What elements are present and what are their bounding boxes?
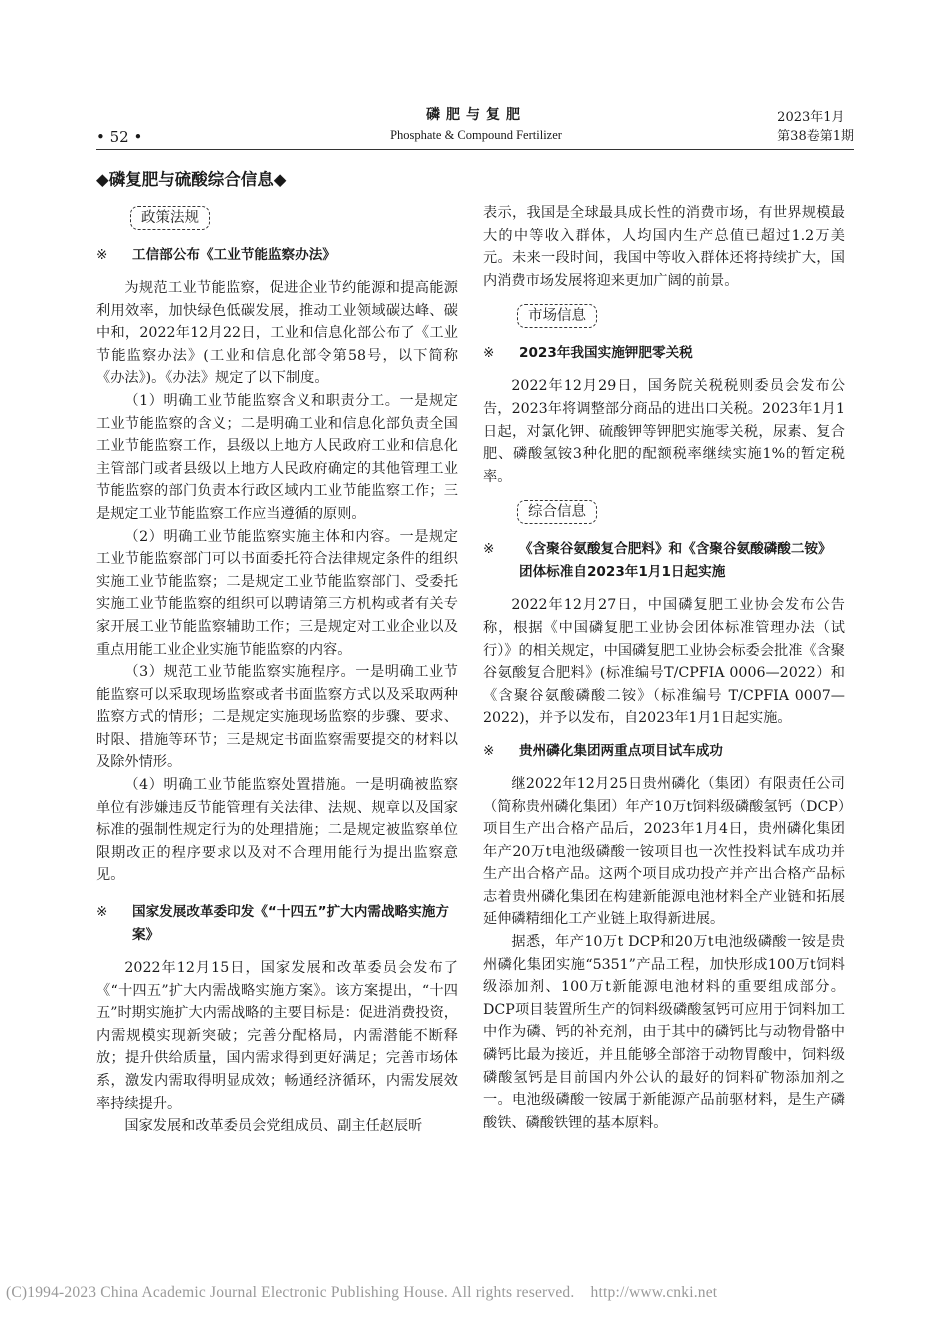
article-title — [483, 740, 845, 763]
copyright-footer — [6, 1284, 729, 1302]
paragraph: 2022年12月27日，中国磷复肥工业协会发布公告称，根据《中国磷复肥工业协会团体标准管理办法（试行）》的相关规定，中国磷复肥工业协会标委会批准《含聚谷氨酸复合肥料》(标准编号T/CPFIA 0006—2022）和《含聚谷氨酸磷酸二铵》（标准编号 T/CPFIA 0007—2022)，并予以发布，自2023年1月1日起实施。 — [483, 597, 845, 727]
journal-title-cn: 磷肥与复肥 — [426, 107, 526, 123]
right-column — [483, 202, 845, 1134]
page-number: • 52 • — [96, 128, 143, 146]
paragraph: （4）明确工业节能监察处置措施。一是明确被监察单位有涉嫌违反节能管理有关法律、法规、规章以及国家标准的强制性规定行为的处理措施；二是规定被监察单位限期改正的程序要求以及对不合理用能行为提出监察意见。 — [96, 777, 458, 884]
category-label-policy: 政策法规 — [130, 206, 210, 230]
reference-mark-icon: ※ — [483, 742, 495, 759]
paragraph: 2022年12月29日，国务院关税税则委员会发布公告，2023年将调整部分商品的进出口关税。2023年1月1日起，对氯化钾、硫酸钾等钾肥实施零关税，尿素、复合肥、磷酸氢铵3种化肥的配额税率继续实施1%的暂定税率。 — [483, 378, 845, 485]
journal-title — [336, 104, 616, 143]
paragraph: 国家发展和改革委员会党组成员、副主任赵辰昕 — [124, 1118, 423, 1135]
header-rule — [96, 149, 854, 150]
footer-link[interactable]: http://www.cnki.net — [590, 1284, 718, 1301]
reference-mark-icon: ※ — [483, 541, 495, 558]
reference-mark-icon: ※ — [96, 247, 108, 263]
left-column — [96, 168, 458, 1138]
paragraph: 2022年12月15日，国家发展和改革委员会发布了《“十四五”扩大内需战略实施方案》。该方案提出，“十四五”时期实施扩大内需战略的主要目标是：促进消费投资，内需规模实现新突破；完善分配格局，内需潜能不断释放；提升供给质量，国内需求得到更好满足；完善市场体系，激发内需取得明显成效；畅通经济循环，内需发展效率持续提升。 — [96, 960, 458, 1112]
section-title: ◆磷复肥与硫酸综合信息◆ — [96, 170, 287, 189]
paragraph: 为规范工业节能监察，促进企业节约能源和提高能源利用效率，加快绿色低碳发展，推动工业领域碳达峰、碳中和，2022年12月22日，工业和信息化部公布了《工业节能监察办法》(工业和信息化部令第58号，以下简称《办法》)。《办法》规定了以下制度。 — [96, 280, 458, 387]
category-label-market: 市场信息 — [517, 304, 597, 328]
article-title-text: 国家发展改革委印发《“十四五”扩大内需战略实施方案》 — [132, 904, 449, 944]
article-title — [96, 244, 458, 267]
paragraph: （1）明确工业节能监察含义和职责分工。一是规定工业节能监察的含义；二是明确工业和信息化部负责全国工业节能监察工作，县级以上地方人民政府工业和信息化主管部门或者县级以上地方人民政府确定的其他管理工业节能监察的部门负责本行政区域内工业节能监察工作；三是规定工业节能监察工作应当遵循的原则。 — [96, 392, 458, 522]
issue-volume: 第38卷第1期 — [777, 129, 854, 144]
article-title-text: 2023年我国实施钾肥零关税 — [519, 345, 693, 362]
journal-title-en: Phosphate & Compound Fertilizer — [390, 128, 562, 142]
article-title-text: 贵州磷化集团两重点项目试车成功 — [519, 742, 723, 759]
article-title-text: 工信部公布《工业节能监察办法》 — [132, 247, 336, 263]
article-title — [483, 342, 845, 365]
article-title — [96, 901, 458, 947]
paragraph: 据悉，年产10万t DCP和20万t电池级磷酸一铵是贵州磷化集团实施“5351”产品工程，加快形成100万t饲料级添加剂、100万t新能源电池材料的重要组成部分。DCP项目装置所生产的饲料级磷酸氢钙可应用于饲料加工中作为磷、钙的补充剂，由于其中的磷钙比与动物骨骼中磷钙比最为接近，并且能够全部溶于动物胃酸中，饲料级磷酸氢钙是目前国内外公认的最好的饲料矿物添加剂之一。电池级磷酸一铵属于新能源产品前驱材料，是生产磷酸铁、磷酸铁锂的基本原料。 — [483, 934, 845, 1131]
issue-info — [777, 108, 854, 146]
paragraph: （2）明确工业节能监察实施主体和内容。一是规定工业节能监察部门可以书面委托符合法律规定条件的组织实施工业节能监察；二是规定工业节能监察部门、受委托实施工业节能监察的组织可以聘请第三方机构或者有关专家开展工业节能监察辅助工作；三是规定对工业企业以及重点用能工业企业实施节能监察的内容。 — [96, 528, 458, 658]
page-header — [96, 100, 854, 150]
article-title-text: 《含聚谷氨酸复合肥料》和《含聚谷氨酸磷酸二铵》团体标准自2023年1月1日起实施 — [519, 541, 832, 581]
copyright-text: (C)1994-2023 China Academic Journal Electronic Publishing House. All rights reserved. — [6, 1284, 575, 1301]
article-title — [483, 538, 845, 584]
reference-mark-icon: ※ — [96, 904, 108, 921]
issue-date: 2023年1月 — [777, 110, 845, 125]
paragraph: 继2022年12月25日贵州磷化（集团）有限责任公司（简称贵州磷化集团）年产10万t饲料级磷酸氢钙（DCP）项目生产出合格产品后，2023年1月4日，贵州磷化集团年产20万t电池级磷酸一铵项目也一次性投料试车成功并生产出合格产品。这两个项目成功投产并产出合格产品标志着贵州磷化集团在构建新能源电池材料全产业链和拓展延伸磷精细化工产业链上取得新进展。 — [483, 775, 845, 928]
category-label-general: 综合信息 — [517, 500, 597, 524]
reference-mark-icon: ※ — [483, 345, 495, 362]
paragraph: （3）规范工业节能监察实施程序。一是明确工业节能监察可以采取现场监察或者书面监察方式以及采取两种监察方式的情形；二是规定实施现场监察的步骤、要求、时限、措施等环节；三是规定书面监察需要提交的材料以及除外情形。 — [96, 664, 458, 771]
paragraph-continued: 表示，我国是全球最具成长性的消费市场，有世界规模最大的中等收入群体，人均国内生产总值已超过1.2万美元。未来一段时间，我国中等收入群体还将持续扩大，国内消费市场发展将迎来更加广阔的前景。 — [483, 205, 845, 289]
